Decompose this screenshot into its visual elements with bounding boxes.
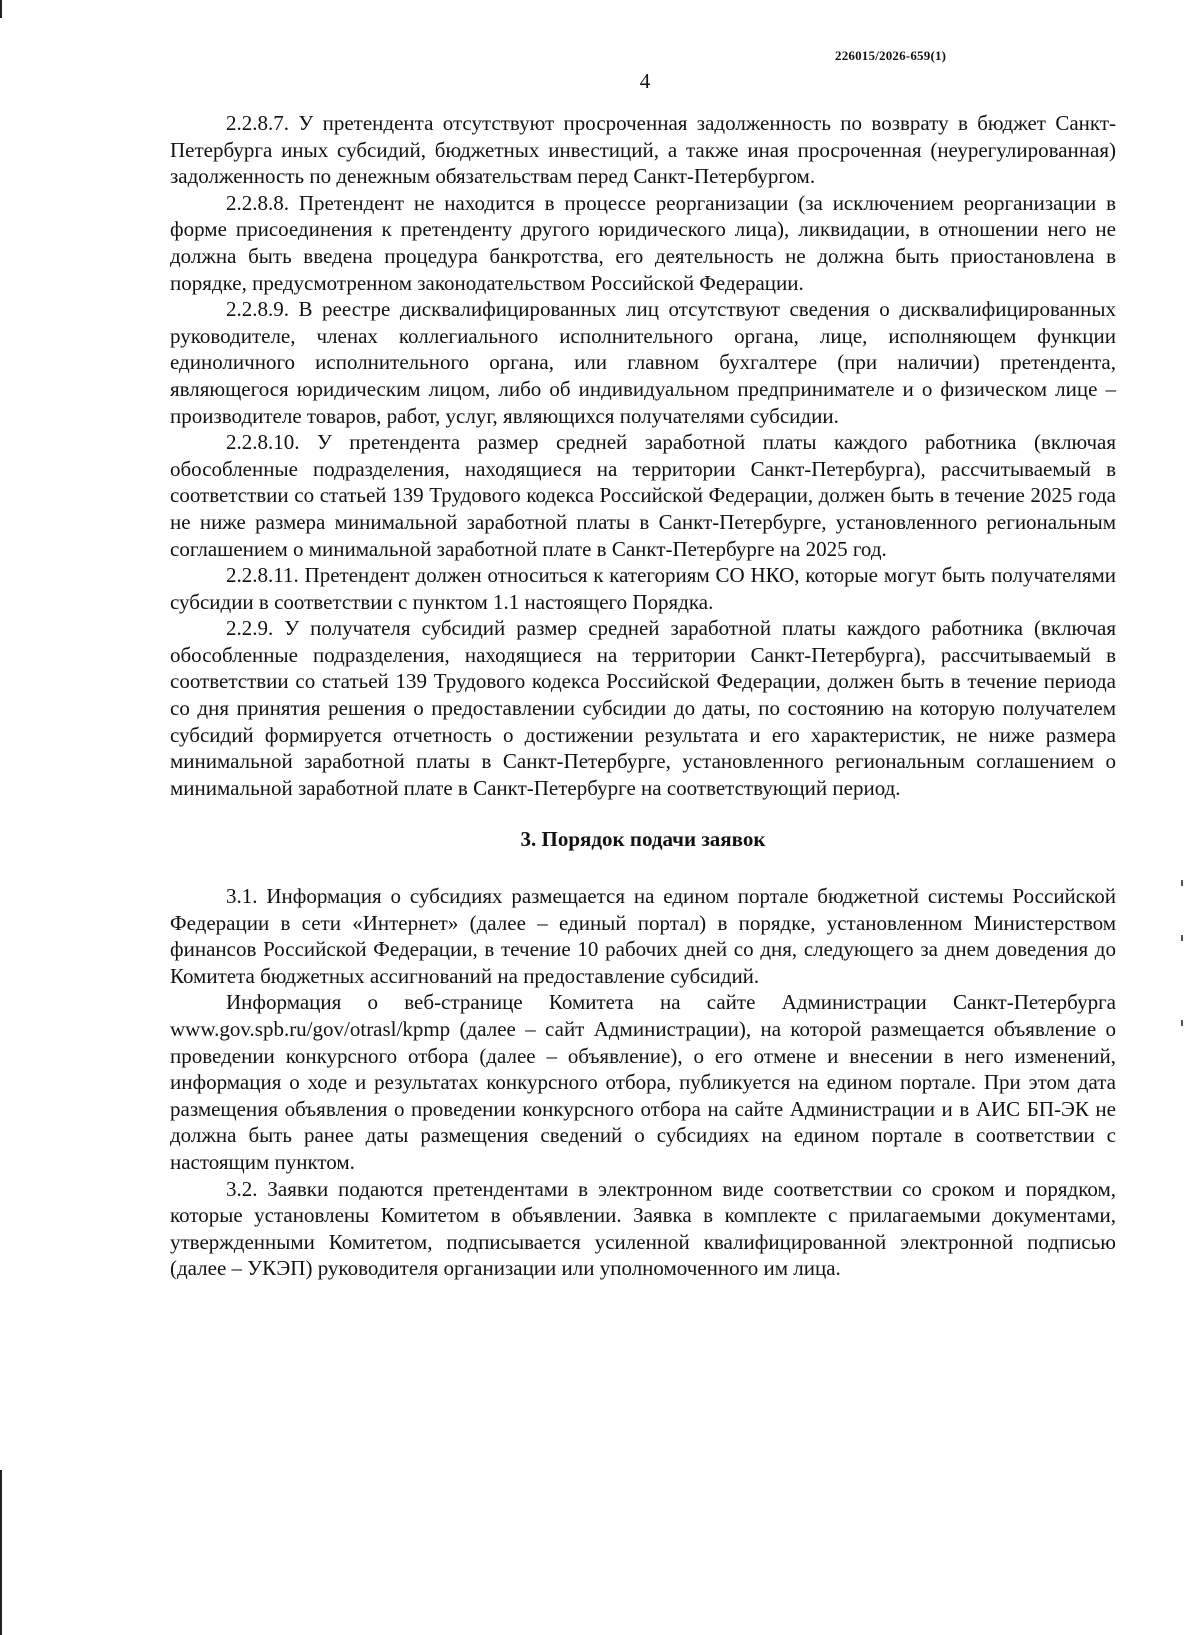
paragraph-web-page-info: Информация о веб-странице Комитета на сайте Администрации Санкт-Петербурга www.gov.spb.ru/gov/otrasl/kpmp (далее – сайт Администрации), на которой размещается объявление о проведении конкурсного отбора (далее – объявление), о его отмене и внесении в него изменений, информация о ходе и результатах конкурсного отбора, публикуется на едином портале. При этом дата размещения объявления о проведении конкурсного отбора на сайте Администрации и в АИС БП-ЭК не должна быть ранее даты размещения сведений о субсидиях на едином портале в соответствии с настоящим пунктом.: [170, 990, 1116, 1174]
paragraph-3-2: 3.2. Заявки подаются претендентами в электронном виде соответствии со сроком и порядком, которые установлены Комитетом в объявлении. Заявка в комплекте с прилагаемыми документами, утвержденными Комитетом, подписывается усиленной квалифицированной электронной подписью (далее – УКЭП) руководителя организации или уполномоченного им лица.: [170, 1176, 1116, 1281]
paragraph-2-2-9: 2.2.9. У получателя субсидий размер средней заработной платы каждого работника (включая обособленные подразделения, находящиеся на территории Санкт-Петербурга), рассчитываемый в соответствии со статьей 139 Трудового кодекса Российской Федерации, должен быть в течение периода со дня принятия решения о предоставлении субсидии до даты, по состоянию на которую получателем субсидий формируется отчетность о достижении результата и его характеристик, не ниже размера минимальной заработной платы в Санкт-Петербурге, установленного региональным соглашением о минимальной заработной плате в Санкт-Петербурге на соответствующий период.: [170, 616, 1116, 800]
document-body: [170, 110, 1116, 1282]
scan-artifact: [1181, 1020, 1183, 1026]
paragraph-2-2-8-7: 2.2.8.7. У претендента отсутствуют просроченная задолженность по возврату в бюджет Санкт-Петербурга иных субсидий, бюджетных инвестиций, а также иная просроченная (неурегулированная) задолженность по денежным обязательствам перед Санкт-Петербургом.: [170, 111, 1116, 189]
page-number: 4: [639, 69, 651, 93]
paragraph-2-2-8-9: 2.2.8.9. В реестре дисквалифицированных лиц отсутствуют сведения о дисквалифицированных руководителе, членах коллегиального исполнительного органа, лице, исполняющем функции единоличного исполнительного органа, или главном бухгалтере (при наличии) претендента, являющегося юридическим лицом, либо об индивидуальном предпринимателе и о физическом лице – производителе товаров, работ, услуг, являющихся получателями субсидии.: [170, 297, 1116, 428]
paragraph-3-1: 3.1. Информация о субсидиях размещается на едином портале бюджетной системы Российской Федерации в сети «Интернет» (далее – единый портал) в порядке, установленном Министерством финансов Российской Федерации, в течение 10 рабочих дней со дня, следующего за днем доведения до Комитета бюджетных ассигнований на предоставление субсидий.: [170, 884, 1116, 988]
document-id: 226015/2026-659(1): [835, 48, 947, 63]
scan-artifact: [1181, 935, 1183, 941]
section-heading: 3. Порядок подачи заявок: [520, 827, 766, 852]
scan-edge-mark: [0, 1470, 2, 1635]
scan-artifact: [1181, 880, 1183, 886]
paragraph-2-2-8-8: 2.2.8.8. Претендент не находится в процессе реорганизации (за исключением реорганизации в форме присоединения к претенденту другого юридического лица), ликвидации, в отношении него не должна быть введена процедура банкротства, его деятельность не должна быть приостановлена в порядке, предусмотренном законодательством Российской Федерации.: [170, 190, 1116, 295]
scan-edge-mark: [0, 0, 2, 18]
paragraph-2-2-8-10: 2.2.8.10. У претендента размер средней заработной платы каждого работника (включая обособленные подразделения, находящиеся на территории Санкт-Петербурга), рассчитываемый в соответствии со статьей 139 Трудового кодекса Российской Федерации, должен быть в течение 2025 года не ниже размера минимальной заработной платы в Санкт-Петербурге, установленного региональным соглашением о минимальной заработной плате в Санкт-Петербурге на 2025 год.: [170, 430, 1116, 561]
paragraph-2-2-8-11: 2.2.8.11. Претендент должен относиться к категориям СО НКО, которые могут быть получателями субсидии в соответствии с пунктом 1.1 настоящего Порядка.: [170, 563, 1116, 614]
